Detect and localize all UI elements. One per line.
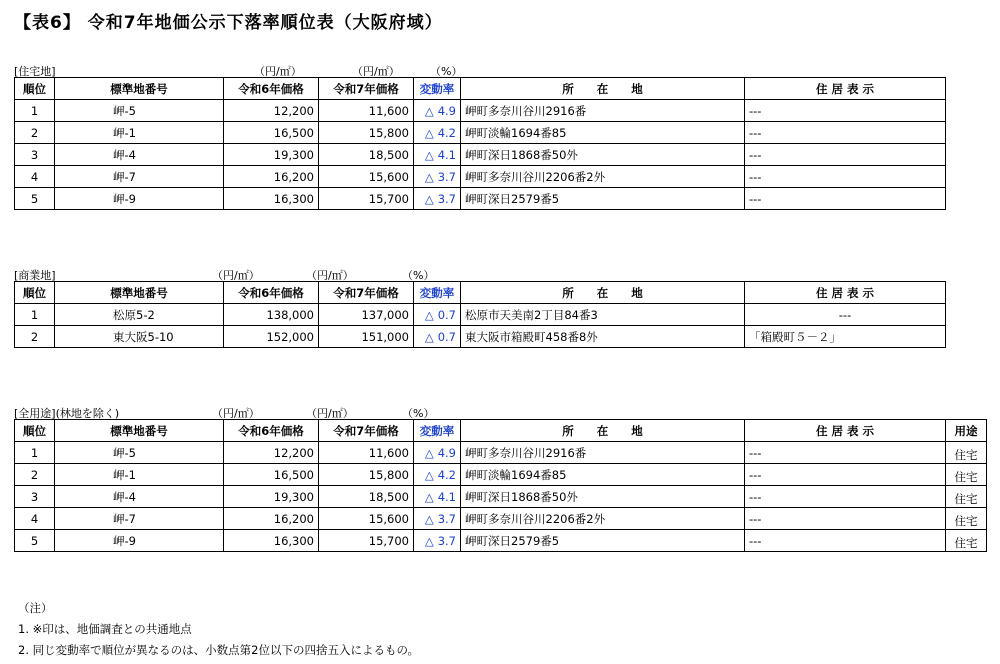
number-cell: 岬-4 <box>55 144 224 166</box>
triangle-icon: △ <box>424 445 434 460</box>
commercial-label: [商業地] <box>14 269 56 282</box>
change-value: 4.2 <box>437 467 456 482</box>
rank-cell: 3 <box>15 486 55 508</box>
rank-cell: 2 <box>15 464 55 486</box>
rank-cell: 5 <box>15 530 55 552</box>
table-row <box>15 464 987 486</box>
table-row <box>15 442 987 464</box>
col-change: 変動率 <box>414 282 461 304</box>
number-cell: 岬-5 <box>55 100 224 122</box>
price-r7-cell: 15,700 <box>319 530 414 552</box>
rank-cell: 2 <box>15 326 55 348</box>
change-cell <box>414 188 461 210</box>
location-cell: 岬町淡輪1694番85 <box>461 464 745 486</box>
address-cell: --- <box>745 304 946 326</box>
address-cell: --- <box>745 486 946 508</box>
residential-rows <box>15 100 946 210</box>
address-cell: --- <box>745 166 946 188</box>
col-number: 標準地番号 <box>55 78 224 100</box>
price-r7-cell: 151,000 <box>319 326 414 348</box>
unit-yen-r7: （円/㎡） <box>352 65 400 78</box>
price-r6-cell: 12,200 <box>224 100 319 122</box>
address-cell: --- <box>745 530 946 552</box>
col-rank: 順位 <box>15 420 55 442</box>
price-r7-cell: 11,600 <box>319 100 414 122</box>
change-cell <box>414 304 461 326</box>
change-cell <box>414 122 461 144</box>
table-row <box>15 166 946 188</box>
price-r6-cell: 16,300 <box>224 530 319 552</box>
col-change: 変動率 <box>414 420 461 442</box>
location-cell: 岬町深日2579番5 <box>461 188 745 210</box>
change-cell <box>414 326 461 348</box>
price-r6-cell: 16,200 <box>224 166 319 188</box>
use-cell: 住宅 <box>946 442 987 464</box>
change-value: 4.9 <box>437 445 456 460</box>
table-row <box>15 144 946 166</box>
number-cell: 岬-9 <box>55 188 224 210</box>
change-cell <box>414 530 461 552</box>
location-cell: 松原市天美南2丁目84番3 <box>461 304 745 326</box>
rank-cell: 4 <box>15 166 55 188</box>
address-cell: --- <box>745 100 946 122</box>
address-cell: --- <box>745 188 946 210</box>
price-r6-cell: 16,300 <box>224 188 319 210</box>
change-value: 3.7 <box>437 533 456 548</box>
commercial-section <box>14 267 946 348</box>
col-location: 所 在 地 <box>461 78 745 100</box>
all-use-section <box>14 405 987 552</box>
address-cell: --- <box>745 122 946 144</box>
col-location: 所 在 地 <box>461 282 745 304</box>
price-r6-cell: 16,200 <box>224 508 319 530</box>
col-price-r6: 令和6年価格 <box>224 78 319 100</box>
unit-pct: （%） <box>402 269 435 282</box>
residential-table <box>14 77 946 210</box>
page-title: 【表6】 令和7年地価公示下落率順位表（大阪府域） <box>14 13 443 33</box>
price-r6-cell: 19,300 <box>224 144 319 166</box>
change-cell <box>414 166 461 188</box>
unit-pct: （%） <box>402 407 435 420</box>
commercial-rows <box>15 304 946 348</box>
price-r6-cell: 16,500 <box>224 464 319 486</box>
rank-cell: 1 <box>15 304 55 326</box>
col-address: 住 居 表 示 <box>745 420 946 442</box>
triangle-icon: △ <box>424 191 434 206</box>
price-r7-cell: 137,000 <box>319 304 414 326</box>
rank-cell: 1 <box>15 442 55 464</box>
col-price-r7: 令和7年価格 <box>319 420 414 442</box>
col-price-r7: 令和7年価格 <box>319 282 414 304</box>
price-r7-cell: 18,500 <box>319 144 414 166</box>
col-use: 用途 <box>946 420 987 442</box>
number-cell: 岬-1 <box>55 122 224 144</box>
col-rank: 順位 <box>15 78 55 100</box>
number-cell: 岬-9 <box>55 530 224 552</box>
table-header-row <box>15 78 946 100</box>
all-use-label: [全用途](林地を除く) <box>14 407 120 420</box>
location-cell: 岬町淡輪1694番85 <box>461 122 745 144</box>
change-cell <box>414 100 461 122</box>
table-row <box>15 100 946 122</box>
table-row <box>15 188 946 210</box>
unit-yen-r7: （円/㎡） <box>306 407 354 420</box>
rank-cell: 5 <box>15 188 55 210</box>
use-cell: 住宅 <box>946 486 987 508</box>
change-value: 3.7 <box>437 511 456 526</box>
change-cell <box>414 464 461 486</box>
location-cell: 岬町深日2579番5 <box>461 530 745 552</box>
table-row <box>15 122 946 144</box>
price-r7-cell: 15,600 <box>319 508 414 530</box>
location-cell: 岬町多奈川谷川2916番 <box>461 442 745 464</box>
triangle-icon: △ <box>424 125 434 140</box>
price-r6-cell: 19,300 <box>224 486 319 508</box>
residential-label: [住宅地] <box>14 65 56 78</box>
table-header-row <box>15 282 946 304</box>
unit-yen-r7: （円/㎡） <box>306 269 354 282</box>
col-price-r7: 令和7年価格 <box>319 78 414 100</box>
triangle-icon: △ <box>424 169 434 184</box>
col-address: 住 居 表 示 <box>745 282 946 304</box>
triangle-icon: △ <box>424 307 434 322</box>
notes-heading: （注） <box>18 601 53 615</box>
triangle-icon: △ <box>424 533 434 548</box>
unit-yen-r6: （円/㎡） <box>254 65 302 78</box>
triangle-icon: △ <box>424 467 434 482</box>
triangle-icon: △ <box>424 329 434 344</box>
rank-cell: 3 <box>15 144 55 166</box>
use-cell: 住宅 <box>946 530 987 552</box>
triangle-icon: △ <box>424 147 434 162</box>
all-use-rows <box>15 442 987 552</box>
number-cell: 岬-7 <box>55 166 224 188</box>
number-cell: 東大阪5-10 <box>55 326 224 348</box>
residential-header <box>14 63 946 77</box>
rank-cell: 2 <box>15 122 55 144</box>
location-cell: 岬町深日1868番50外 <box>461 144 745 166</box>
all-use-header <box>14 405 987 419</box>
number-cell: 岬-4 <box>55 486 224 508</box>
rank-cell: 4 <box>15 508 55 530</box>
price-r7-cell: 11,600 <box>319 442 414 464</box>
price-r6-cell: 152,000 <box>224 326 319 348</box>
table-header-row <box>15 420 987 442</box>
change-value: 4.1 <box>437 489 456 504</box>
change-value: 4.1 <box>437 147 456 162</box>
price-r7-cell: 15,800 <box>319 122 414 144</box>
change-value: 0.7 <box>437 329 456 344</box>
table-row <box>15 486 987 508</box>
address-cell: --- <box>745 442 946 464</box>
change-value: 3.7 <box>437 169 456 184</box>
change-cell <box>414 486 461 508</box>
table-row <box>15 326 946 348</box>
rank-cell: 1 <box>15 100 55 122</box>
triangle-icon: △ <box>424 511 434 526</box>
col-location: 所 在 地 <box>461 420 745 442</box>
price-r6-cell: 138,000 <box>224 304 319 326</box>
number-cell: 岬-7 <box>55 508 224 530</box>
unit-yen-r6: （円/㎡） <box>212 407 260 420</box>
number-cell: 松原5-2 <box>55 304 224 326</box>
all-use-table <box>14 419 987 552</box>
residential-section <box>14 63 946 210</box>
change-value: 0.7 <box>437 307 456 322</box>
location-cell: 岬町多奈川谷川2206番2外 <box>461 166 745 188</box>
price-r7-cell: 18,500 <box>319 486 414 508</box>
note-item: 1. ※印は、地価調査との共通地点 <box>18 622 192 636</box>
col-rank: 順位 <box>15 282 55 304</box>
price-r6-cell: 12,200 <box>224 442 319 464</box>
location-cell: 岬町多奈川谷川2206番2外 <box>461 508 745 530</box>
col-number: 標準地番号 <box>55 282 224 304</box>
address-cell: --- <box>745 464 946 486</box>
price-r6-cell: 16,500 <box>224 122 319 144</box>
number-cell: 岬-5 <box>55 442 224 464</box>
col-address: 住 居 表 示 <box>745 78 946 100</box>
price-r7-cell: 15,800 <box>319 464 414 486</box>
change-value: 3.7 <box>437 191 456 206</box>
number-cell: 岬-1 <box>55 464 224 486</box>
table-row <box>15 508 987 530</box>
table-row <box>15 304 946 326</box>
commercial-header <box>14 267 946 281</box>
commercial-table <box>14 281 946 348</box>
change-cell <box>414 442 461 464</box>
price-r7-cell: 15,600 <box>319 166 414 188</box>
notes <box>18 598 419 661</box>
change-cell <box>414 144 461 166</box>
change-value: 4.2 <box>437 125 456 140</box>
change-cell <box>414 508 461 530</box>
address-cell: 「箱殿町５－２」 <box>745 326 946 348</box>
unit-yen-r6: （円/㎡） <box>212 269 260 282</box>
location-cell: 東大阪市箱殿町458番8外 <box>461 326 745 348</box>
triangle-icon: △ <box>424 489 434 504</box>
use-cell: 住宅 <box>946 464 987 486</box>
note-item: 2. 同じ変動率で順位が異なるのは、小数点第2位以下の四捨五入によるもの。 <box>18 643 419 657</box>
use-cell: 住宅 <box>946 508 987 530</box>
change-value: 4.9 <box>437 103 456 118</box>
col-change: 変動率 <box>414 78 461 100</box>
price-r7-cell: 15,700 <box>319 188 414 210</box>
location-cell: 岬町深日1868番50外 <box>461 486 745 508</box>
col-price-r6: 令和6年価格 <box>224 420 319 442</box>
table-row <box>15 530 987 552</box>
address-cell: --- <box>745 144 946 166</box>
col-number: 標準地番号 <box>55 420 224 442</box>
location-cell: 岬町多奈川谷川2916番 <box>461 100 745 122</box>
col-price-r6: 令和6年価格 <box>224 282 319 304</box>
unit-pct: （%） <box>430 65 463 78</box>
address-cell: --- <box>745 508 946 530</box>
triangle-icon: △ <box>424 103 434 118</box>
